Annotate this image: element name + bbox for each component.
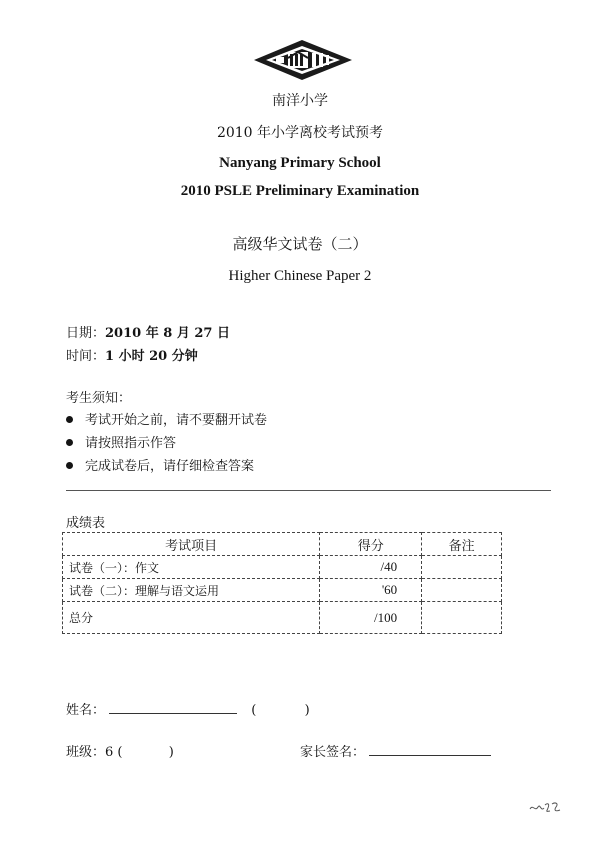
row-score: /40 — [320, 556, 422, 579]
time-label: 时间： — [66, 349, 106, 364]
header-exam-item: 考试项目 — [63, 533, 320, 556]
parent-signature-blank[interactable] — [369, 743, 491, 756]
notice-item-text: 考试开始之前，请不要翻开试卷 — [85, 413, 268, 428]
notice-item-text: 请按照指示作答 — [85, 436, 177, 451]
bullet-dot-icon — [66, 416, 73, 423]
parent-signature-field — [300, 741, 491, 760]
index-paren-close: ) — [304, 703, 310, 718]
exam-title-cn: 2010 年小学离校考试预考 — [216, 125, 384, 141]
bullet-dot-icon — [66, 439, 73, 446]
school-crest-logo — [252, 38, 354, 82]
table-row — [63, 602, 502, 634]
row-remark — [422, 579, 502, 602]
row-item: 试卷（二）：理解与语文运用 — [63, 579, 320, 602]
row-remark — [422, 602, 502, 634]
date-label: 日期： — [66, 326, 106, 341]
school-name-cn: 南洋小学 — [272, 93, 328, 109]
score-table-caption: 成绩表 — [66, 516, 106, 531]
paper-title-cn: 高级华文试卷（二） — [232, 235, 368, 253]
table-row — [63, 579, 502, 602]
score-table-header-row — [63, 533, 502, 556]
index-paren-open: ( — [251, 703, 257, 718]
class-label: 班级：6 ( — [66, 745, 123, 760]
notice-heading: 考生须知： — [66, 391, 132, 406]
date-value: 2010 年 8 月 27 日 — [105, 326, 230, 341]
row-remark — [422, 556, 502, 579]
paper-title-en: Higher Chinese Paper 2 — [228, 268, 372, 284]
bullet-dot-icon — [66, 462, 73, 469]
exam-title-en: 2010 PSLE Preliminary Examination — [180, 183, 420, 199]
time-value: 1 小时 20 分钟 — [105, 349, 198, 364]
exam-date — [66, 322, 230, 341]
name-label: 姓名： — [66, 703, 106, 718]
exam-duration — [66, 345, 198, 364]
row-item: 总分 — [63, 602, 320, 634]
name-blank[interactable] — [109, 701, 237, 714]
row-item: 试卷（一）：作文 — [63, 556, 320, 579]
notice-item — [66, 432, 176, 451]
notice-item-text: 完成试卷后，请仔细检查答案 — [85, 459, 255, 474]
header-score: 得分 — [320, 533, 422, 556]
header-remark: 备注 — [422, 533, 502, 556]
row-score: '60 — [320, 579, 422, 602]
handwritten-initials — [528, 800, 562, 816]
class-paren-close: ) — [168, 745, 174, 760]
score-table — [62, 532, 502, 634]
notice-item — [66, 455, 254, 474]
row-score: /100 — [320, 602, 422, 634]
school-name-en: Nanyang Primary School — [219, 155, 381, 171]
table-row — [63, 556, 502, 579]
notice-item — [66, 409, 267, 428]
class-field — [66, 741, 174, 760]
name-field — [66, 699, 310, 718]
parent-signature-label: 家长签名： — [300, 745, 366, 760]
section-divider — [66, 490, 551, 491]
